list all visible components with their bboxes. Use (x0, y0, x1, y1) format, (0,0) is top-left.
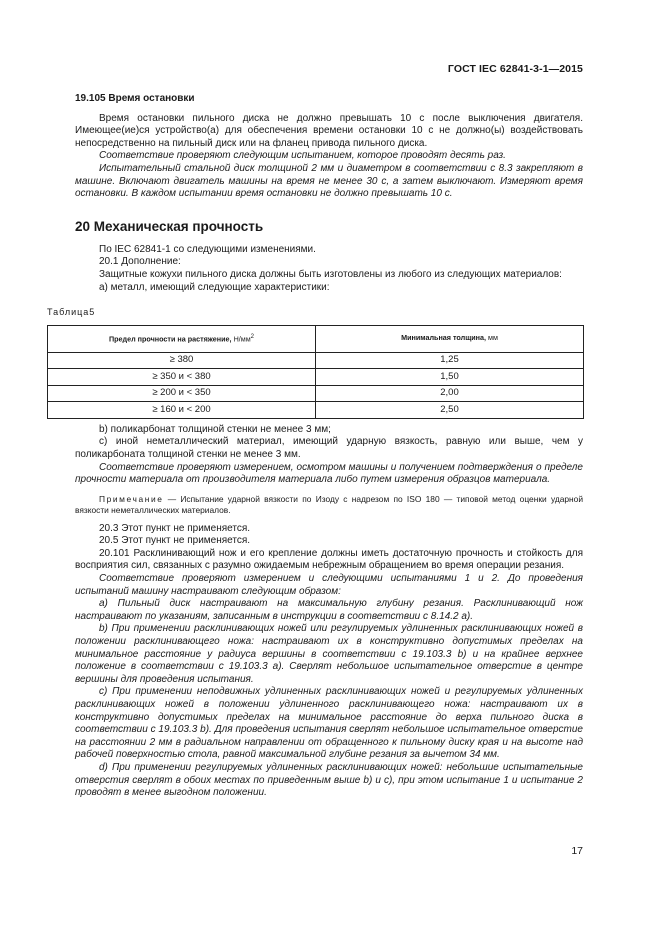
setup-item-b: b) При применении расклинивающих ножей или регулируемых удлиненных расклинивающих ножей в положении расклинивающего ножа: настраивают их в конструктивно допустимых пределах на минимальное расстояние у радиуса вершины в соответствии с 19.103.3 b) и на крайнее верхнее положение в соответствии с 19.103.3 а). Сверлят небольшое испытательное отверстие в центре вершины для проведения испытания. (75, 623, 583, 685)
section-203: 20.3 Этот пункт не применяется. (99, 522, 251, 534)
table-header-strength (48, 325, 316, 352)
table-cell-thickness: 1,50 (316, 369, 584, 386)
table-cell-strength: ≥ 200 и < 350 (48, 385, 316, 402)
table-row (48, 385, 584, 402)
setup-item-d: d) При применении регулируемых удлиненных расклинивающих ножей: небольшие испытательные отверстия сверлят в обоих местах по приведенным выше b) и с), при этом испытание 1 и испытание 2 проводят в менее выгодном положении. (75, 761, 583, 799)
table-cell-thickness: 2,00 (316, 385, 584, 402)
table-header-thickness (316, 325, 584, 352)
material-compliance: Соответствие проверяют измерением, осмотром машины и получением подтверждения о пределе прочности материала от производителя материала либо путем измерения образцов материала. (75, 461, 583, 486)
strength-header-unit: Н/мм (233, 334, 251, 344)
section-201-title: 20.1 Дополнение: (99, 256, 181, 268)
document-standard-number: ГОСТ IEC 62841-3-1—2015 (447, 63, 583, 75)
section-19105-paragraph: Время остановки пильного диска не должно превышать 10 с после выключения двигателя. Имеющее(ие)ся устройство(а) для обеспечения времени остановки 10 с не должно(ы) воздействовать непосредственно на пильный диск или на фланец привода пильного диска. (75, 112, 583, 149)
material-item-b: b) поликарбонат толщиной стенки не менее 3 мм; (99, 423, 331, 435)
section-20101: 20.101 Расклинивающий нож и его крепление должны иметь достаточную прочность и стойкость для восприятия сил, связанных с разумно ожидаемым небрежным обращением во время операции резания. (75, 547, 583, 572)
section-19105-compliance: Соответствие проверяют следующим испытанием, которое проводят десять раз. (99, 150, 506, 162)
section-20101-compliance: Соответствие проверяют измерением и следующими испытаниями 1 и 2. До проведения испытаний машину настраивают следующим образом: (75, 573, 583, 597)
note-label: Примечание (99, 493, 164, 504)
table-row (48, 352, 584, 369)
thickness-header-label: Минимальная толщина, (401, 333, 487, 343)
table-cell-strength: ≥ 380 (48, 352, 316, 369)
table-cell-strength: ≥ 350 и < 380 (48, 369, 316, 386)
section-19105-title: 19.105 Время остановки (75, 93, 195, 104)
table-5 (47, 325, 584, 419)
setup-item-c: с) При применении неподвижных удлиненных расклинивающих ножей и регулируемых удлиненных расклинивающих ножей в положении удлиненного расклинивающего ножа: настраивают их в конструктивно допустимых пределах на минимальное расстояние до верха пильного диска в соответствии с 19.103.3 b). Для проведения испытания сверлят небольшое испытательное отверстие на расстоянии 2 мм в радиальном направлении от обращенного к пильному диску края и на высоте над рабочей поверхностью стола, равной максимальной глубине резания за вычетом 34 мм. (75, 686, 583, 761)
setup-item-a: а) Пильный диск настраивают на максимальную глубину резания. Расклинивающий нож настраивают по указаниям, записанным в инструкции в соответствии с 8.14.2 а). (75, 598, 583, 622)
section-20-intro: По IEC 62841-1 со следующими изменениями. (99, 243, 316, 255)
table-row (48, 369, 584, 386)
section-201-item-a: а) металл, имеющий следующие характеристики: (99, 281, 330, 293)
section-20-title: 20 Механическая прочность (75, 218, 264, 234)
table-cell-thickness: 1,25 (316, 352, 584, 369)
thickness-header-unit: мм (488, 333, 498, 343)
page-number: 17 (571, 845, 583, 857)
table-row (48, 402, 584, 419)
material-item-c: с) иной неметаллический материал, имеющий ударную вязкость, равную или выше, чем у поликарбоната толщиной стенки не менее 3 мм. (75, 436, 583, 460)
strength-header-unit-sup: 2 (250, 334, 254, 341)
note-text: — Испытание ударной вязкости по Изоду с надрезом по ISO 180 — типовой метод оценки ударной вязкости неметаллических материалов. (75, 493, 584, 515)
note (75, 494, 583, 516)
strength-header-label: Предел прочности на растяжение, (109, 334, 232, 344)
section-201-text: Защитные кожухи пильного диска должны быть изготовлены из любого из следующих материалов: (99, 268, 562, 280)
table-cell-strength: ≥ 160 и < 200 (48, 402, 316, 419)
section-205: 20.5 Этот пункт не применяется. (99, 535, 251, 547)
table-cell-thickness: 2,50 (316, 402, 584, 419)
table-header-row (48, 325, 584, 352)
section-19105-test: Испытательный стальной диск толщиной 2 мм и диаметром в соответствии с 8.3 закрепляют в машине. Включают двигатель машины на время не менее 30 с, а затем выключают. Измеряют время остановки. В каждом испытании время остановки не должно превышать 10 с. (75, 162, 583, 200)
table-caption: Таблица5 (47, 307, 96, 318)
page-body (47, 93, 584, 800)
